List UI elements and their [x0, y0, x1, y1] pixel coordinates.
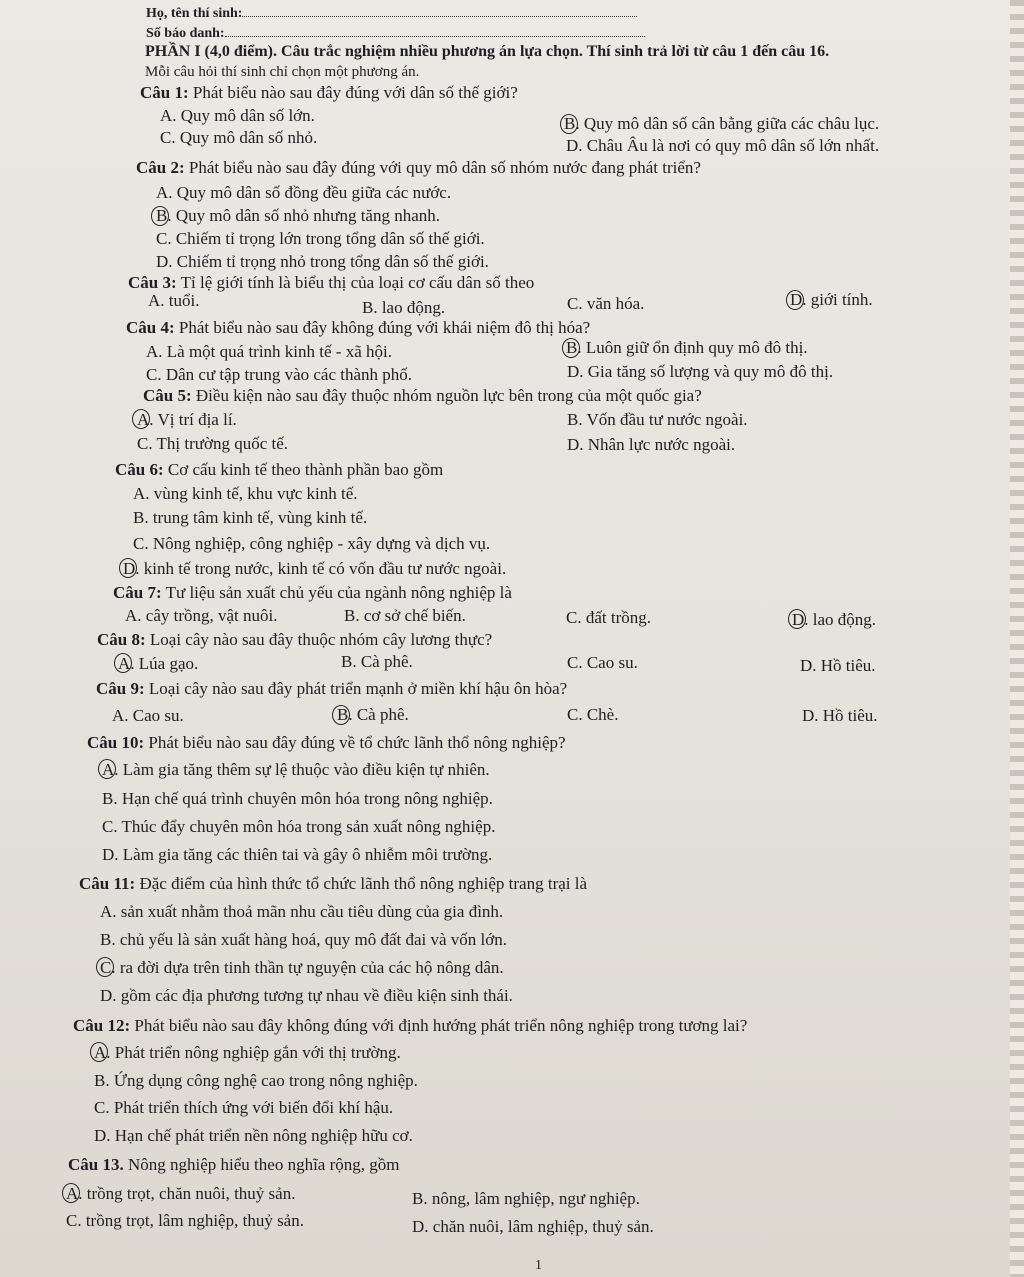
option-7a[interactable]: A. cây trồng, vật nuôi. [125, 606, 278, 625]
option-6c[interactable]: C. Nông nghiệp, công nghiệp - xây dựng và dịch vụ. [133, 534, 491, 553]
option-3a[interactable]: A. tuổi. [148, 291, 200, 310]
option-12c[interactable]: C. Phát triển thích ứng với biến đổi khí hậu. [94, 1098, 394, 1117]
answer-circle [788, 609, 806, 629]
option-4d[interactable]: D. Gia tăng số lượng và quy mô đô thị. [567, 362, 834, 381]
option-4c[interactable]: C. Dân cư tập trung vào các thành phố. [146, 365, 413, 384]
option-1a[interactable]: A. Quy mô dân số lớn. [160, 106, 315, 125]
question-9: Câu 9: Loại cây nào sau đây phát triển mạnh ở miền khí hậu ôn hòa? [96, 679, 568, 698]
option-10b[interactable]: B. Hạn chế quá trình chuyên môn hóa trong nông nghiệp. [102, 789, 493, 808]
answer-circle [114, 653, 132, 673]
option-8d[interactable]: D. Hồ tiêu. [800, 656, 876, 675]
page-number: 1 [535, 1258, 542, 1273]
option-5c[interactable]: C. Thị trường quốc tế. [137, 434, 289, 453]
answer-circle [98, 759, 116, 779]
answer-circle [132, 409, 150, 429]
answer-circle [560, 114, 578, 134]
option-10a[interactable]: A. Làm gia tăng thêm sự lệ thuộc vào điều kiện tự nhiên. [102, 760, 490, 779]
answer-circle [562, 338, 580, 358]
option-11a[interactable]: A. sản xuất nhằm thoả mãn nhu cầu tiêu dùng của gia đình. [100, 902, 504, 921]
option-3b[interactable]: B. lao động. [362, 298, 446, 317]
option-3c[interactable]: C. văn hóa. [567, 294, 645, 313]
option-12a[interactable]: A. Phát triển nông nghiệp gắn với thị trường. [94, 1043, 401, 1062]
option-4a[interactable]: A. Là một quá trình kinh tế - xã hội. [146, 342, 392, 361]
option-13c[interactable]: C. trồng trọt, lâm nghiệp, thuỷ sản. [66, 1211, 304, 1230]
option-6d[interactable]: D. kinh tế trong nước, kinh tế có vốn đầu tư nước ngoài. [123, 559, 507, 578]
question-8: Câu 8: Loại cây nào sau đây thuộc nhóm cây lương thực? [97, 630, 493, 649]
option-13d[interactable]: D. chăn nuôi, lâm nghiệp, thuỷ sản. [412, 1217, 654, 1236]
binder-edge [1010, 0, 1024, 1277]
option-5b[interactable]: B. Vốn đầu tư nước ngoài. [567, 410, 748, 429]
option-12d[interactable]: D. Hạn chế phát triển nền nông nghiệp hữu cơ. [94, 1126, 413, 1145]
option-1b[interactable]: B. Quy mô dân số cân bằng giữa các châu lục. [564, 114, 880, 133]
option-7c[interactable]: C. đất trồng. [566, 608, 651, 627]
option-12b[interactable]: B. Ứng dụng công nghệ cao trong nông nghiệp. [94, 1071, 418, 1090]
option-4b[interactable]: B. Luôn giữ ổn định quy mô đô thị. [566, 338, 808, 357]
answer-circle [96, 957, 114, 977]
question-1: Câu 1: Phát biểu nào sau đây đúng với dân số thế giới? [140, 83, 518, 102]
id-field: Số báo danh: [146, 24, 645, 44]
option-2c[interactable]: C. Chiếm tỉ trọng lớn trong tổng dân số thế giới. [156, 229, 485, 248]
question-10: Câu 10: Phát biểu nào sau đây đúng về tổ chức lãnh thổ nông nghiệp? [87, 733, 566, 752]
option-11d[interactable]: D. gồm các địa phương tương tự nhau về điều kiện sinh thái. [100, 986, 513, 1005]
question-3: Câu 3: Tỉ lệ giới tính là biểu thị của loại cơ cấu dân số theo [128, 273, 535, 292]
option-2b[interactable]: B. Quy mô dân số nhỏ nhưng tăng nhanh. [156, 206, 441, 225]
answer-circle [332, 705, 350, 725]
part-note: Mỗi câu hỏi thí sinh chỉ chọn một phương án. [145, 64, 420, 80]
question-6: Câu 6: Cơ cấu kinh tế theo thành phần bao gồm [115, 460, 444, 479]
option-9a[interactable]: A. Cao su. [112, 706, 184, 725]
option-11c[interactable]: C. ra đời dựa trên tinh thần tự nguyện của các hộ nông dân. [100, 958, 504, 977]
option-8a[interactable]: A. Lúa gạo. [118, 654, 199, 673]
answer-circle [151, 206, 169, 226]
option-5d[interactable]: D. Nhân lực nước ngoài. [567, 435, 736, 454]
option-7d[interactable]: D. lao động. [792, 610, 877, 629]
question-13: Câu 13. Nông nghiệp hiểu theo nghĩa rộng, gồm [68, 1155, 400, 1174]
answer-circle [62, 1183, 80, 1203]
name-field: Họ, tên thí sinh: [146, 4, 637, 24]
answer-circle [786, 290, 804, 310]
option-1c[interactable]: C. Quy mô dân số nhỏ. [160, 128, 318, 147]
question-4: Câu 4: Phát biểu nào sau đây không đúng với khái niệm đô thị hóa? [126, 318, 591, 337]
option-9d[interactable]: D. Hồ tiêu. [802, 706, 878, 725]
option-11b[interactable]: B. chủ yếu là sản xuất hàng hoá, quy mô đất đai và vốn lớn. [100, 930, 507, 949]
option-10c[interactable]: C. Thúc đẩy chuyên môn hóa trong sản xuất nông nghiệp. [102, 817, 496, 836]
answer-circle [119, 558, 137, 578]
question-12: Câu 12: Phát biểu nào sau đây không đúng với định hướng phát triển nông nghiệp trong tương lai? [73, 1016, 748, 1035]
option-13a[interactable]: A. trồng trọt, chăn nuôi, thuỷ sản. [66, 1184, 296, 1203]
option-6b[interactable]: B. trung tâm kinh tế, vùng kinh tế. [133, 508, 368, 527]
answer-circle [90, 1042, 108, 1062]
option-7b[interactable]: B. cơ sở chế biến. [344, 606, 466, 625]
option-3d[interactable]: D. giới tính. [790, 290, 873, 309]
option-9c[interactable]: C. Chè. [567, 705, 619, 724]
option-6a[interactable]: A. vùng kinh tế, khu vực kinh tế. [133, 484, 358, 503]
option-8c[interactable]: C. Cao su. [567, 653, 638, 672]
option-8b[interactable]: B. Cà phê. [341, 652, 413, 671]
question-11: Câu 11: Đặc điểm của hình thức tổ chức lãnh thổ nông nghiệp trang trại là [79, 874, 588, 893]
option-1d[interactable]: D. Châu Âu là nơi có quy mô dân số lớn nhất. [566, 136, 880, 155]
question-2: Câu 2: Phát biểu nào sau đây đúng với quy mô dân số nhóm nước đang phát triển? [136, 158, 701, 177]
option-13b[interactable]: B. nông, lâm nghiệp, ngư nghiệp. [412, 1189, 640, 1208]
question-7: Câu 7: Tư liệu sản xuất chủ yếu của ngành nông nghiệp là [113, 583, 512, 602]
question-5: Câu 5: Điều kiện nào sau đây thuộc nhóm nguồn lực bên trong của một quốc gia? [143, 386, 702, 405]
option-9b[interactable]: B. Cà phê. [337, 705, 409, 724]
option-5a[interactable]: A. Vị trí địa lí. [137, 410, 237, 429]
part-heading: PHẦN I (4,0 điểm). Câu trắc nghiệm nhiều phương án lựa chọn. Thí sinh trả lời từ câu 1 đến câu 16. [145, 43, 830, 60]
option-10d[interactable]: D. Làm gia tăng các thiên tai và gây ô nhiễm môi trường. [102, 845, 493, 864]
option-2d[interactable]: D. Chiếm tỉ trọng nhỏ trong tổng dân số thế giới. [156, 252, 489, 271]
option-2a[interactable]: A. Quy mô dân số đồng đều giữa các nước. [156, 183, 452, 202]
